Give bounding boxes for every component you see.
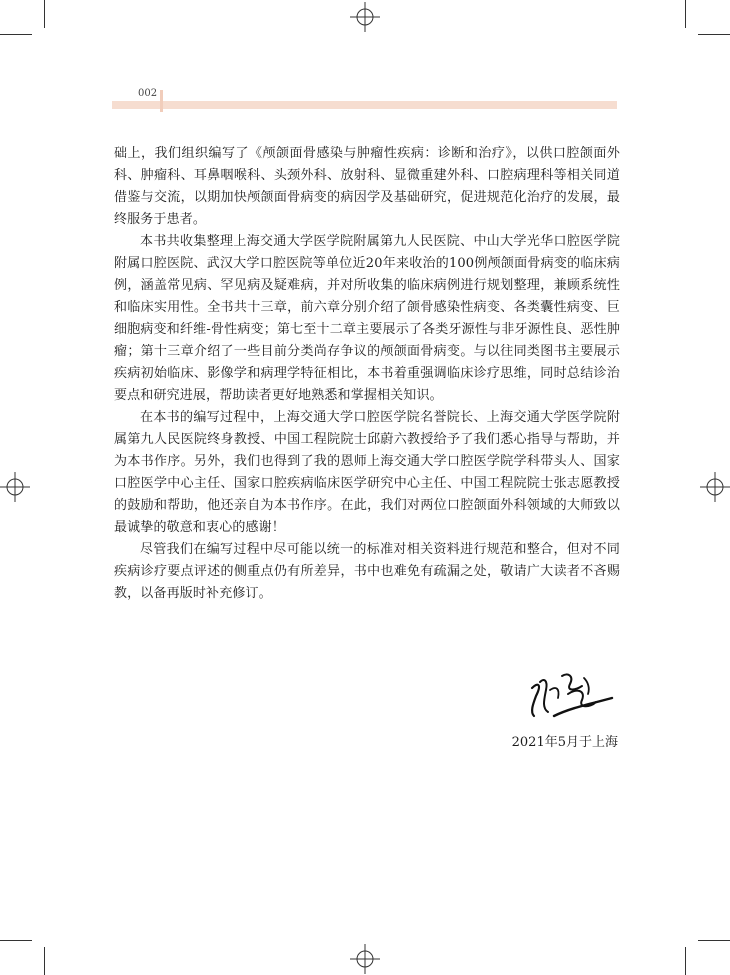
paragraph: 础上，我们组织编写了《颅颌面骨感染与肿瘤性疾病：诊断和治疗》，以供口腔颌面外科、肿瘤科、耳鼻咽喉科、头颈外科、放射科、显微重建外科、口腔病理科等相关同道借鉴与交流，以期加快颅颌面骨病变的病因学及基础研究，促进规范化治疗的发展，最终服务于患者。 <box>114 146 620 227</box>
handwritten-signature <box>524 668 616 726</box>
page-header <box>0 0 730 130</box>
header-divider <box>160 90 163 112</box>
signature-date: 2021年5月于上海 <box>511 735 618 750</box>
registration-mark-icon <box>350 944 380 974</box>
registration-mark-icon <box>700 472 730 502</box>
crop-mark <box>44 947 45 975</box>
paragraph: 尽管我们在编写过程中尽可能以统一的标准对相关资料进行规范和整合，但对不同疾病诊疗要点评述的侧重点仍有所差异，书中也难免有疏漏之处，敬请广大读者不吝赐教，以备再版时补充修订。 <box>114 542 620 601</box>
registration-mark-icon <box>0 472 30 502</box>
paragraph: 在本书的编写过程中，上海交通大学口腔医学院名誉院长、上海交通大学医学院附属第九人民医院终身教授、中国工程院院士邱蔚六教授给予了我们悉心指导与帮助，并为本书作序。另外，我们也得到了我的恩师上海交通大学口腔医学院学科带头人、国家口腔医学中心主任、国家口腔疾病临床医学研究中心主任、中国工程院院士张志愿教授的鼓励和帮助，他还亲自为本书作序。在此，我们对两位口腔颌面外科领域的大师致以最诚挚的敬意和衷心的感谢！ <box>114 410 620 535</box>
header-band <box>112 101 617 109</box>
crop-mark <box>698 940 730 941</box>
crop-mark <box>0 940 32 941</box>
paragraph: 本书共收集整理上海交通大学医学院附属第九人民医院、中山大学光华口腔医学院附属口腔医院、武汉大学口腔医院等单位近20年来收治的100例颅颌面骨病变的临床病例，涵盖常见病、罕见病及疑难病，并对所收集的临床病例进行规划整理，兼顾系统性和临床实用性。全书共十三章，前六章分别介绍了颌骨感染性病变、各类囊性病变、巨细胞病变和纤维-骨性病变；第七至十二章主要展示了各类牙源性与非牙源性良、恶性肿瘤；第十三章介绍了一些目前分类尚存争议的颅颌面骨病变。与以往同类图书主要展示疾病初始临床、影像学和病理学特征相比，本书着重强调临床诊疗思维，同时总结诊治要点和研究进展，帮助读者更好地熟悉和掌握相关知识。 <box>114 234 620 403</box>
body-text <box>114 143 620 605</box>
page-number: 002 <box>138 88 158 99</box>
crop-mark <box>685 947 686 975</box>
